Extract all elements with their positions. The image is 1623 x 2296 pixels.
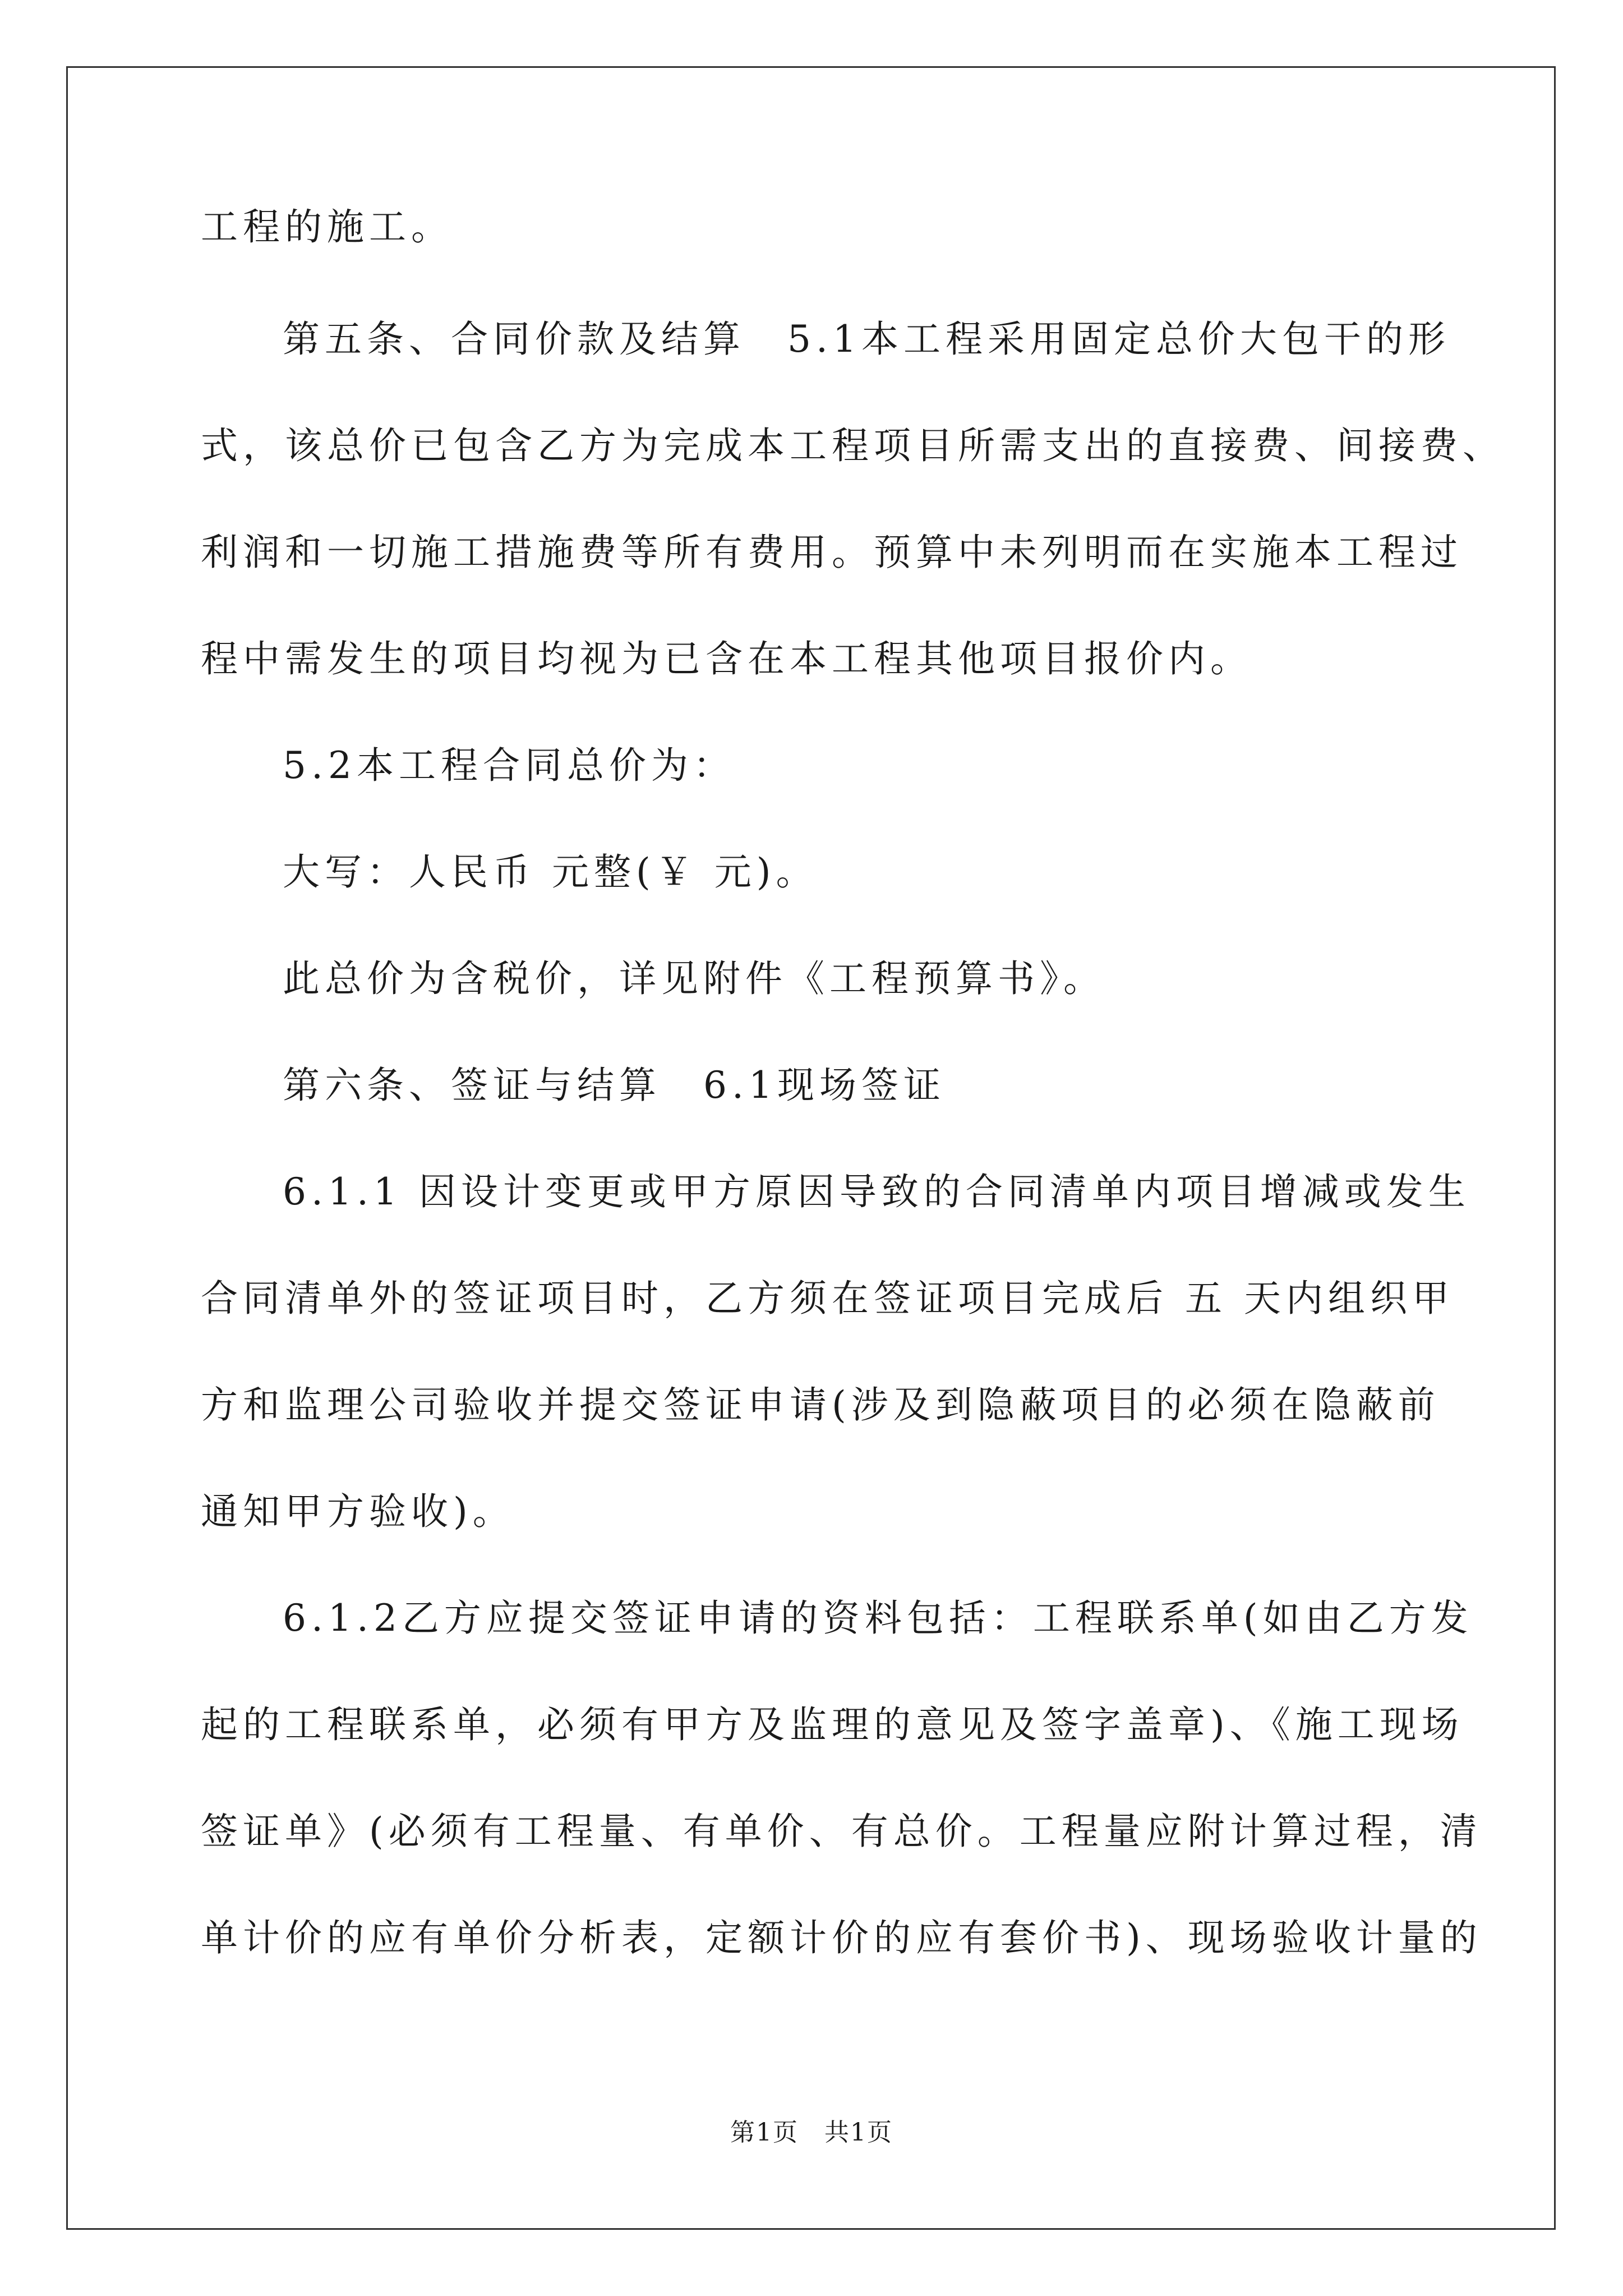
text-line: 第六条、签证与结算 6.1现场签证	[283, 1064, 946, 1107]
text-line: 式，该总价已包含乙方为完成本工程项目所需支出的直接费、间接费、	[201, 424, 1505, 467]
text-line: 此总价为含税价，详见附件《工程预算书》。	[283, 957, 1105, 1000]
text-line: 6.1.2乙方应提交签证申请的资料包括：工程联系单(如由乙方发	[283, 1596, 1473, 1640]
text-line: 起的工程联系单，必须有甲方及监理的意见及签字盖章)、《施工现场	[201, 1703, 1464, 1746]
text-line: 单计价的应有单价分析表，定额计价的应有套价书)、现场验收计量的	[201, 1916, 1482, 1959]
text-line: 工程的施工。	[201, 205, 453, 249]
text-line: 大写：人民币 元整(￥ 元)。	[283, 850, 818, 894]
text-line: 第五条、合同价款及结算 5.1本工程采用固定总价大包干的形	[283, 318, 1450, 361]
text-line: 合同清单外的签证项目时，乙方须在签证项目完成后 五 天内组织甲	[201, 1277, 1454, 1320]
page-border	[66, 66, 1556, 2230]
text-line: 利润和一切施工措施费等所有费用。预算中未列明而在实施本工程过	[201, 531, 1463, 574]
text-line: 5.2本工程合同总价为：	[283, 744, 735, 787]
page-footer: 第1页 共1页	[730, 2118, 893, 2147]
text-line: 6.1.1 因设计变更或甲方原因导致的合同清单内项目增减或发生	[283, 1170, 1470, 1213]
text-line: 签证单》(必须有工程量、有单价、有总价。工程量应附计算过程，清	[201, 1810, 1482, 1853]
text-line: 通知甲方验收)。	[201, 1490, 515, 1533]
text-line: 方和监理公司验收并提交签证申请(涉及到隐蔽项目的必须在隐蔽前	[201, 1383, 1440, 1427]
text-line: 程中需发生的项目均视为已含在本工程其他项目报价内。	[201, 637, 1252, 680]
